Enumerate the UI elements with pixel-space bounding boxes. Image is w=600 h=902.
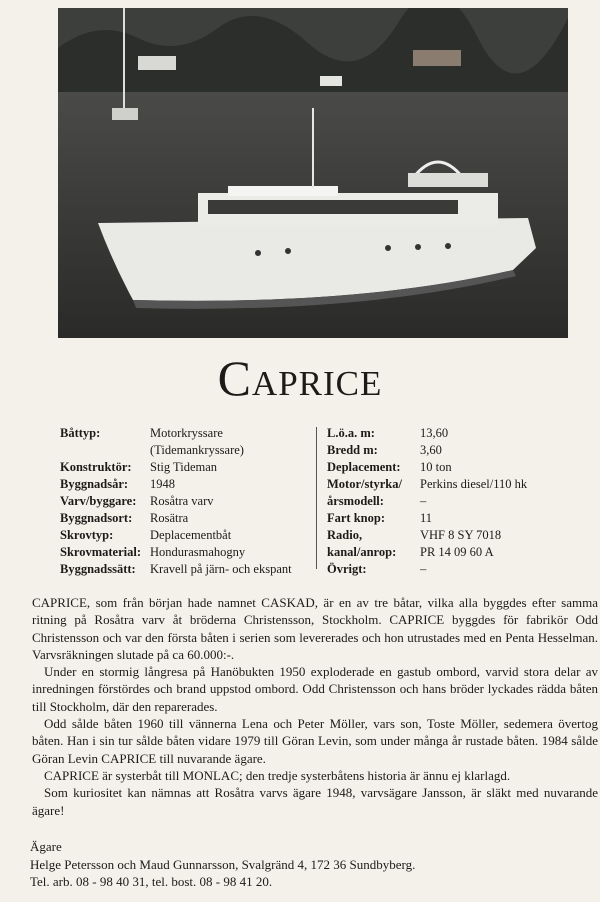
spec-row (327, 425, 557, 442)
paragraph: CAPRICE, som från början hade namnet CASKAD, är en av tre båtar, vilka alla byggdes efter samma ritning på Rosåtra varv åt bröderna Christensson, Stockholm. CAPRICE byggdes för fabrikör Odd Christensson och var den första båten i serien som levererades och hon utrustades med en Penta Hesselman. Varvsräkningen slutade på ca 60.000:-. (32, 595, 598, 662)
boat-name-title: Caprice (217, 350, 383, 406)
spec-row (60, 527, 310, 544)
spec-value: 10 ton (420, 460, 452, 474)
spec-value: 11 (420, 511, 433, 525)
paragraph: Odd sålde båten 1960 till vännerna Lena och Peter Möller, vars son, Toste Möller, sedemera övertog båten. Han i sin tur sålde båten vidare 1979 till Göran Levin, som under många år rustade båten. 1984 sålde Göran Levin CAPRICE till nuvarande ägare. (32, 716, 598, 766)
owner-heading: Ägare (30, 839, 62, 854)
spec-value: Motorkryssare (150, 426, 223, 440)
spec-row (60, 442, 310, 459)
spec-value: (Tidemankryssare) (150, 443, 244, 457)
spec-value: Perkins diesel/110 hk (420, 477, 528, 491)
spec-row (60, 459, 310, 476)
spec-value: Rosätra (150, 511, 189, 525)
spec-label: Byggnadsort: (60, 511, 133, 525)
spec-value: Stig Tideman (150, 460, 218, 474)
spec-label: Fart knop: (327, 511, 385, 525)
spec-row (327, 493, 557, 510)
spec-row (60, 544, 310, 561)
column-divider (316, 427, 317, 569)
owner-address: Helge Petersson och Maud Gunnarsson, Svalgränd 4, 172 36 Sundbyberg. (30, 856, 416, 872)
spec-label: Varv/byggare: (60, 494, 137, 508)
spec-label: Motor/styrka/ (327, 477, 402, 491)
owner-section (30, 838, 590, 891)
paragraph: Under en stormig långresa på Hanöbukten 1950 exploderade en gastub ombord, varvid stora delar av inredningen förstördes och brand uppstod ombord. Odd Christensson och hans bröder lyckades rädda båten till Stockholm, där den reparerades. (32, 664, 598, 714)
spec-label: Konstruktör: (60, 460, 132, 474)
spec-row (327, 544, 557, 561)
spec-row (327, 527, 557, 544)
spec-value: PR 14 09 60 A (420, 545, 494, 559)
spec-row (60, 425, 310, 442)
spec-label: årsmodell: (327, 494, 384, 508)
paragraph: CAPRICE är systerbåt till MONLAC; den tredje systerbåtens historia är ännu ej klarlagd. (44, 767, 511, 783)
spec-value: Hondurasmahogny (150, 545, 246, 559)
spec-value: 3,60 (420, 443, 442, 457)
spec-value: 13,60 (420, 426, 449, 440)
spec-value: 1948 (150, 477, 175, 491)
paragraph: Som kuriositet kan nämnas att Rosåtra varvs ägare 1948, varvsägare Jansson, är släkt med nuvarande ägare! (32, 785, 598, 818)
spec-label: Skrovtyp: (60, 528, 114, 542)
spec-row (60, 493, 310, 510)
spec-row (327, 476, 557, 493)
spec-row (327, 442, 557, 459)
spec-value: – (420, 494, 427, 508)
spec-value: Deplacementbåt (150, 528, 232, 542)
spec-label: kanal/anrop: (327, 545, 397, 559)
spec-label: Övrigt: (327, 562, 367, 576)
spec-label: Båttyp: (60, 426, 101, 440)
spec-value: Rosåtra varv (150, 494, 214, 508)
spec-label: Byggnadssätt: (60, 562, 136, 576)
spec-label: Byggnadsår: (60, 477, 129, 491)
boat-photo-illustration (58, 8, 568, 338)
spec-label: Radio, (327, 528, 363, 542)
spec-row (327, 459, 557, 476)
spec-row (327, 510, 557, 527)
spec-row (327, 561, 557, 578)
owner-phone: Tel. arb. 08 - 98 40 31, tel. bost. 08 - 98 41 20. (30, 874, 273, 889)
spec-value: – (420, 562, 427, 576)
spec-value: VHF 8 SY 7018 (420, 528, 502, 542)
spec-value: Kravell på järn- och ekspant (150, 562, 292, 576)
spec-label (60, 442, 150, 459)
specs-left-column (60, 425, 310, 578)
spec-label: Deplacement: (327, 460, 401, 474)
spec-row (60, 510, 310, 527)
boat-photo (58, 8, 568, 338)
specs-right-column (327, 425, 557, 578)
spec-label: Bredd m: (327, 443, 378, 457)
history-text (32, 594, 598, 819)
spec-row (60, 476, 310, 493)
spec-row (60, 561, 310, 578)
spec-label: L.ö.a. m: (327, 426, 375, 440)
spec-label: Skrovmaterial: (60, 545, 142, 559)
